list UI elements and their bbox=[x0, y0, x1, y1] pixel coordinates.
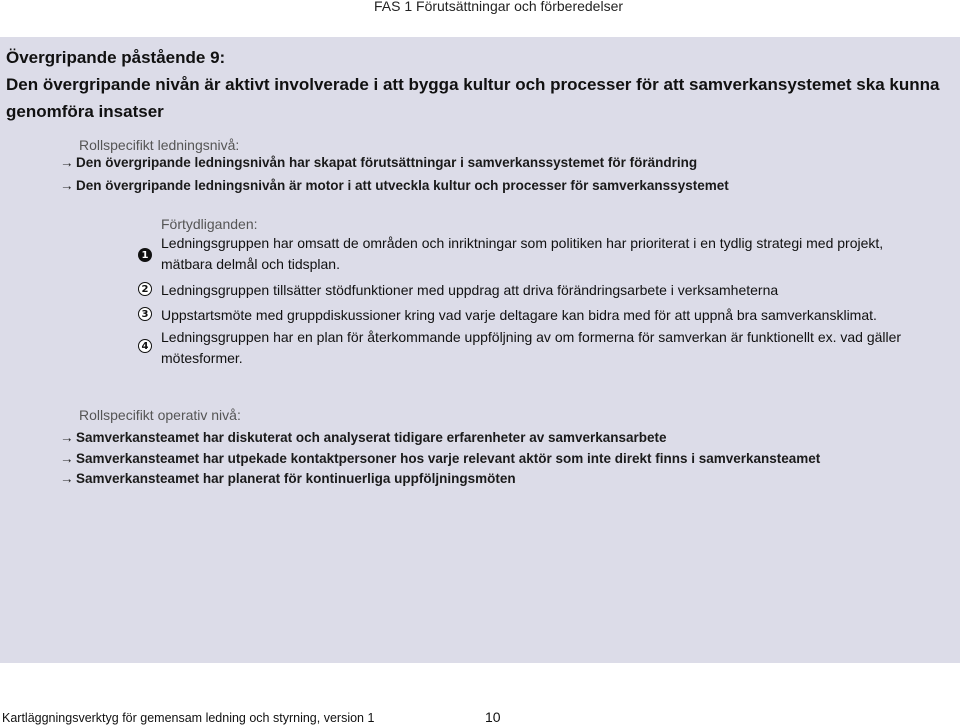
operative-item bbox=[60, 448, 820, 468]
arrow-right-icon: → bbox=[60, 470, 74, 486]
header-title: FAS 1 Förutsättningar och förberedelser bbox=[374, 0, 624, 14]
statement-heading: Övergripande påstående 9: bbox=[6, 48, 226, 67]
operative-label: Rollspecifikt operativ nivå: bbox=[79, 407, 241, 423]
number-badge: 1 bbox=[138, 248, 152, 262]
arrow-right-icon: → bbox=[60, 450, 74, 466]
clarification-item bbox=[161, 327, 901, 369]
management-item bbox=[60, 175, 729, 195]
management-item-text: Den övergripande ledningsnivån är motor i att utveckla kultur och processer för samverkanssystemet bbox=[76, 177, 729, 193]
number-badge: 4 bbox=[138, 339, 152, 353]
statement-title bbox=[6, 44, 946, 125]
clarification-text: Ledningsgruppen har en plan för återkommande uppföljning av om formerna för samverkan är funktionellt ex. vad gäller bbox=[161, 329, 902, 345]
footer-text: Kartläggningsverktyg för gemensam ledning och styrning, version 1 bbox=[2, 711, 375, 725]
management-item-text: Den övergripande ledningsnivån har skapat förutsättningar i samverkanssystemet för förändring bbox=[76, 154, 698, 170]
clarifications-label: Förtydliganden: bbox=[161, 216, 258, 232]
number-badge: 3 bbox=[138, 307, 152, 321]
operative-item-text: Samverkansteamet har planerat för kontinuerliga uppföljningsmöten bbox=[76, 470, 516, 486]
operative-item-text: Samverkansteamet har diskuterat och analyserat tidigare erfarenheter av samverkansarbete bbox=[76, 429, 667, 445]
clarification-text-cont: mötesformer. bbox=[161, 350, 243, 366]
operative-item-text: Samverkansteamet har utpekade kontaktpersoner hos varje relevant aktör som inte direkt finns i samverkansteamet bbox=[76, 450, 821, 466]
number-badge: 2 bbox=[138, 282, 152, 296]
clarification-text-cont: mätbara delmål och tidsplan. bbox=[161, 256, 340, 272]
clarification-item bbox=[161, 280, 778, 301]
operative-item bbox=[60, 427, 667, 447]
management-item bbox=[60, 152, 697, 172]
clarification-text: Ledningsgruppen tillsätter stödfunktioner med uppdrag att driva förändringsarbete i verksamheterna bbox=[161, 282, 779, 298]
clarification-text: Ledningsgruppen har omsatt de områden och inriktningar som politiken har prioriterat i en tydlig strategi med projekt, bbox=[161, 235, 884, 251]
clarification-text: Uppstartsmöte med gruppdiskussioner kring vad varje deltagare kan bidra med för att uppnå bra samverkansklimat. bbox=[161, 307, 877, 323]
clarification-item bbox=[161, 305, 877, 326]
clarification-item bbox=[161, 233, 883, 275]
arrow-right-icon: → bbox=[60, 177, 74, 193]
operative-item bbox=[60, 468, 516, 488]
page-number: 10 bbox=[485, 709, 501, 725]
statement-line-2: genomföra insatser bbox=[6, 102, 164, 121]
arrow-right-icon: → bbox=[60, 429, 74, 445]
statement-line-1: Den övergripande nivån är aktivt involverade i att bygga kultur och processer för att samverkansystemet ska kunna bbox=[6, 75, 940, 94]
arrow-right-icon: → bbox=[60, 154, 74, 170]
management-label: Rollspecifikt ledningsnivå: bbox=[79, 137, 240, 153]
